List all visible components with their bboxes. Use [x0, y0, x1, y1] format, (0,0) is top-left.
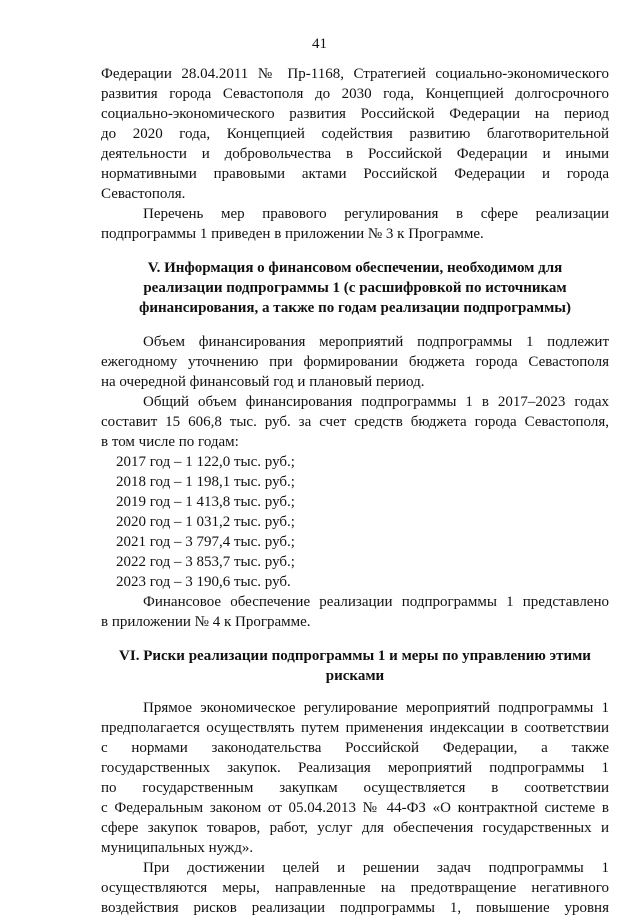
text-line: воздействия рисков реализации подпрограммы 1, повышение уровня	[101, 900, 609, 916]
text-line: Перечень мер правового регулирования в сфере реализации	[143, 206, 609, 222]
text-line: муниципальных нужд».	[101, 840, 254, 856]
list-item: 2023 год – 3 190,6 тыс. руб.	[116, 574, 291, 590]
heading-line: финансирования, а также по годам реализации подпрограммы)	[138, 300, 572, 316]
list-item: 2018 год – 1 198,1 тыс. руб.;	[116, 474, 295, 490]
heading-line: рисками	[325, 668, 385, 684]
list-item: 2019 год – 1 413,8 тыс. руб.;	[116, 494, 295, 510]
text-line: с Федеральным законом от 05.04.2013 № 44-ФЗ «О контрактной системе в	[101, 800, 609, 816]
text-line: до 2020 года, Концепцией содействия развитию благотворительной	[101, 126, 609, 142]
text-line: развития города Севастополя до 2030 года, Концепцией долгосрочного	[101, 86, 609, 102]
text-line: ежегодному уточнению при формировании бюджета города Севастополя	[101, 354, 609, 370]
heading-line: V. Информация о финансовом обеспечении, необходимом для	[147, 260, 563, 276]
list-item: 2020 год – 1 031,2 тыс. руб.;	[116, 514, 295, 530]
text-line: Финансовое обеспечение реализации подпрограммы 1 представлено	[143, 594, 609, 610]
text-line: Федерации 28.04.2011 № Пр-1168, Стратегией социально-экономического	[101, 66, 609, 82]
text-line: деятельности и добровольчества в Российской Федерации и иными	[101, 146, 609, 162]
text-line: в том числе по годам:	[101, 434, 239, 450]
text-line: Общий объем финансирования подпрограммы 1 в 2017–2023 годах	[143, 394, 609, 410]
heading-line: реализации подпрограммы 1 (с расшифровкой по источникам	[143, 280, 567, 296]
list-item: 2021 год – 3 797,4 тыс. руб.;	[116, 534, 295, 550]
text-line: составит 15 606,8 тыс. руб. за счет средств бюджета города Севастополя,	[101, 414, 609, 430]
text-line: на очередной финансовый год и плановый период.	[101, 374, 425, 390]
heading-line: VI. Риски реализации подпрограммы 1 и меры по управлению этими	[119, 648, 591, 664]
text-line: государственных закупок. Реализация мероприятий подпрограммы 1	[101, 760, 609, 776]
text-line: социально-экономического развития Российской Федерации на период	[101, 106, 609, 122]
list-item: 2022 год – 3 853,7 тыс. руб.;	[116, 554, 295, 570]
text-line: Прямое экономическое регулирование мероприятий подпрограммы 1	[143, 700, 609, 716]
text-line: Севастополя.	[101, 186, 186, 202]
text-line: предполагается осуществлять путем применения индексации в соответствии	[101, 720, 609, 736]
text-line: сфере закупок товаров, работ, услуг для обеспечения государственных и	[101, 820, 609, 836]
page-number: 41	[312, 36, 327, 52]
text-line: с нормами законодательства Российской Федерации, а также	[101, 740, 609, 756]
text-line: подпрограммы 1 приведен в приложении № 3 к Программе.	[101, 226, 484, 242]
text-line: по государственным закупкам осуществляется в соответствии	[101, 780, 609, 796]
text-line: При достижении целей и решении задач подпрограммы 1	[143, 860, 609, 876]
text-line: осуществляются меры, направленные на предотвращение негативного	[101, 880, 609, 896]
text-line: Объем финансирования мероприятий подпрограммы 1 подлежит	[143, 334, 609, 350]
list-item: 2017 год – 1 122,0 тыс. руб.;	[116, 454, 295, 470]
text-line: нормативными правовыми актами Российской Федерации и города	[101, 166, 609, 182]
text-line: в приложении № 4 к Программе.	[101, 614, 311, 630]
